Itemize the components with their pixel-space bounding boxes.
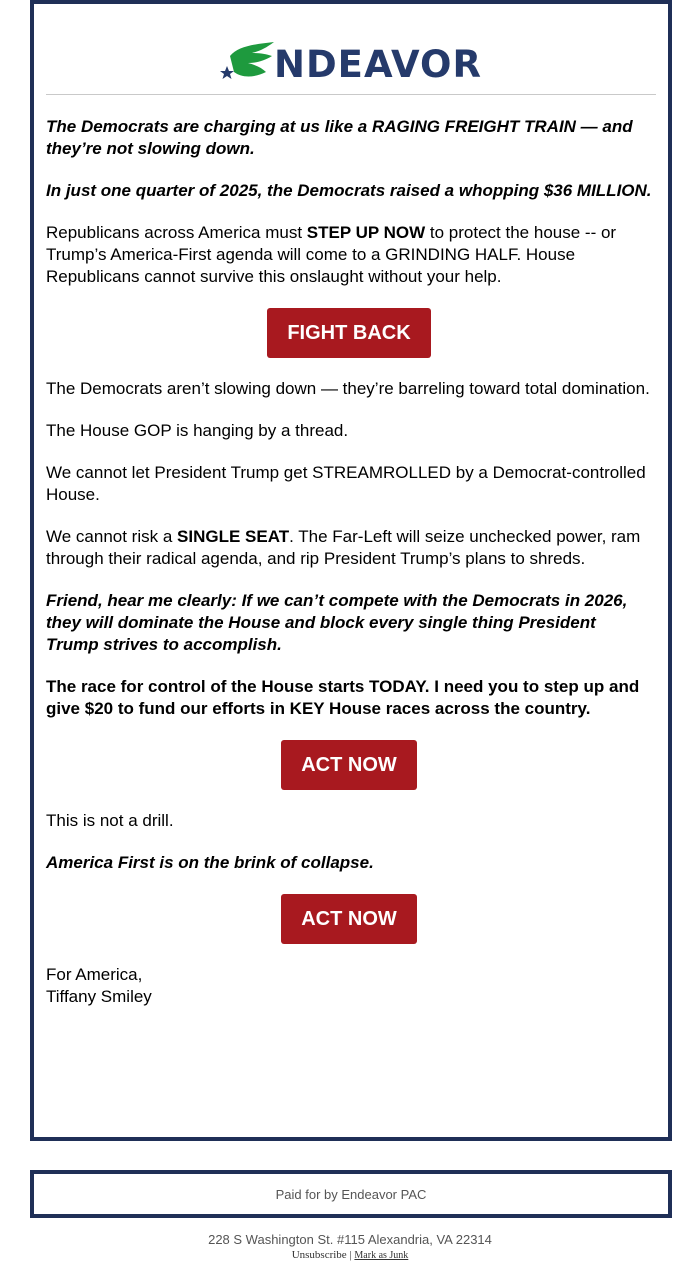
paragraph-freight-train: The Democrats are charging at us like a RAGING FREIGHT TRAIN — and they’re not slowing down. xyxy=(46,117,633,158)
paid-for-text: Paid for by Endeavor PAC xyxy=(275,1186,427,1202)
mailing-address: 228 S Washington St. #115 Alexandria, VA 22314 xyxy=(208,1232,492,1247)
endeavor-logo[interactable] xyxy=(220,40,482,88)
green-wing-star-logo-icon xyxy=(220,40,276,88)
paragraph-give-20: The race for control of the House starts TODAY. I need you to step up and give $20 to fund our efforts in KEY House races across the country. xyxy=(46,677,640,718)
paragraph-brink: America First is on the brink of collapse. xyxy=(46,853,374,872)
paragraph-hanging-thread: The House GOP is hanging by a thread. xyxy=(46,421,349,440)
paragraph-step-up: Republicans across America must STEP UP NOW to protect the house -- or Trump’s America-First agenda will come to a GRINDING HALF. House Republicans cannot survive this onslaught without your help. xyxy=(46,223,617,286)
paid-for-box xyxy=(30,1170,672,1218)
act-now-button-1[interactable]: ACT NOW xyxy=(281,740,417,790)
paragraph-single-seat: We cannot risk a SINGLE SEAT. The Far-Left will seize unchecked power, ram through their radical agenda, and rip President Trump’s plans to shreds. xyxy=(46,527,641,568)
email-body xyxy=(46,116,652,1008)
paragraph-36-million: In just one quarter of 2025, the Democrats raised a whopping $36 MILLION. xyxy=(46,181,652,200)
unsubscribe-link[interactable]: Unsubscribe xyxy=(291,1249,347,1261)
paragraph-not-drill: This is not a drill. xyxy=(46,811,174,830)
signature-name: Tiffany Smiley xyxy=(46,987,152,1006)
link-separator: | xyxy=(349,1249,352,1261)
mark-as-junk-link[interactable]: Mark as Junk xyxy=(354,1250,409,1261)
footer-links xyxy=(0,1249,700,1261)
act-now-button-2[interactable]: ACT NOW xyxy=(281,894,417,944)
signature xyxy=(46,964,652,1008)
logo-header xyxy=(34,34,668,94)
paragraph-hear-me: Friend, hear me clearly: If we can’t compete with the Democrats in 2026, they will dominate the House and block every single thing President Trump strives to accomplish. xyxy=(46,591,628,654)
email-card xyxy=(30,0,672,1141)
paragraph-not-slowing: The Democrats aren’t slowing down — they’re barreling toward total domination. xyxy=(46,379,650,398)
single-seat-emphasis: SINGLE SEAT xyxy=(177,527,290,546)
signature-closing: For America, xyxy=(46,965,143,984)
logo-wordmark: NDEAVOR xyxy=(273,42,482,86)
header-divider xyxy=(46,94,656,95)
paragraph-streamrolled: We cannot let President Trump get STREAMROLLED by a Democrat-controlled House. xyxy=(46,463,646,504)
fight-back-button[interactable]: FIGHT BACK xyxy=(267,308,431,358)
step-up-now-emphasis: STEP UP NOW xyxy=(306,223,426,242)
